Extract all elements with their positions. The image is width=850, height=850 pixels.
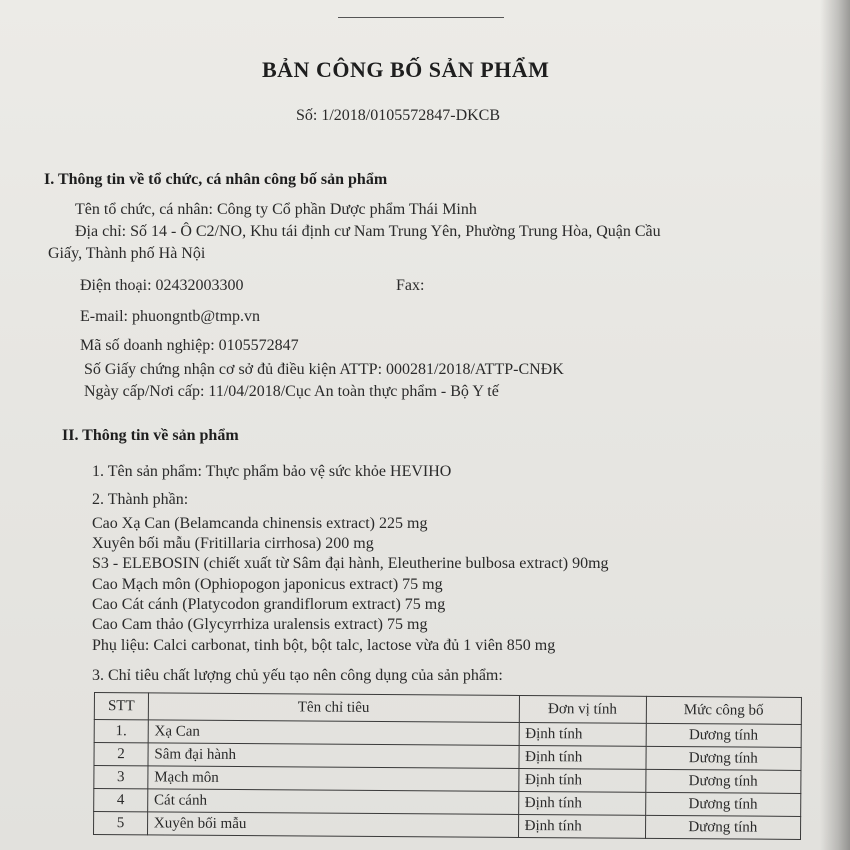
phone: Điện thoại: 02432003300 xyxy=(80,277,244,294)
table-row xyxy=(94,812,801,840)
section2-heading: II. Thông tin về sản phẩm xyxy=(62,427,239,444)
ingredients-label: 2. Thành phần: xyxy=(92,491,189,508)
ingredient-item: Cao Cát cánh (Platycodon grandiflorum extract) 75 mg xyxy=(92,596,446,613)
org-name: Tên tổ chức, cá nhân: Công ty Cổ phần Dược phẩm Thái Minh xyxy=(75,201,477,218)
page-edge-shadow xyxy=(820,0,850,850)
col-header-stt: STT xyxy=(94,693,148,720)
certificate-number: Số Giấy chứng nhận cơ sở đủ điều kiện ATTP: 000281/2018/ATTP-CNĐK xyxy=(84,361,564,378)
cell-name: Cát cánh xyxy=(147,789,518,815)
ingredient-item: S3 - ELEBOSIN (chiết xuất từ Sâm đại hành, Eleutherine bulbosa extract) 90mg xyxy=(92,555,609,572)
ingredient-item: Cao Mạch môn (Ophiopogon japonicus extract) 75 mg xyxy=(92,576,443,593)
cell-unit: Định tính xyxy=(518,768,645,792)
section1-heading: I. Thông tin về tổ chức, cá nhân công bố sản phẩm xyxy=(44,171,388,188)
excipients: Phụ liệu: Calci carbonat, tinh bột, bột talc, lactose vừa đủ 1 viên 850 mg xyxy=(92,637,556,654)
ingredient-item: Cao Xạ Can (Belamcanda chinensis extract) 225 mg xyxy=(92,515,428,532)
cell-unit: Định tính xyxy=(518,814,645,838)
fax: Fax: xyxy=(396,277,425,294)
cell-name: Xạ Can xyxy=(148,720,519,746)
cell-value: Dương tính xyxy=(645,792,801,816)
tax-code: Mã số doanh nghiệp: 0105572847 xyxy=(80,337,299,354)
cell-name: Sâm đại hành xyxy=(148,743,519,769)
cell-value: Dương tính xyxy=(646,746,802,770)
address-line1: Địa chỉ: Số 14 - Ô C2/NO, Khu tái định cư Nam Trung Yên, Phường Trung Hòa, Quận Cầu xyxy=(75,223,661,240)
cell-unit: Định tính xyxy=(519,722,646,746)
cell-stt: 1. xyxy=(94,720,148,743)
cell-stt: 5 xyxy=(94,812,148,835)
cell-stt: 3 xyxy=(94,766,148,789)
quality-table xyxy=(93,692,802,840)
cell-stt: 2 xyxy=(94,743,148,766)
document-title: BẢN CÔNG BỐ SẢN PHẨM xyxy=(262,57,550,82)
issue-info: Ngày cấp/Nơi cấp: 11/04/2018/Cục An toàn thực phẩm - Bộ Y tế xyxy=(84,383,499,400)
col-header-value: Mức công bố xyxy=(646,696,802,724)
quality-label: 3. Chỉ tiêu chất lượng chủ yếu tạo nên công dụng của sản phẩm: xyxy=(92,667,503,684)
ingredient-item: Xuyên bối mẫu (Fritillaria cirrhosa) 200 mg xyxy=(92,535,374,552)
cell-value: Dương tính xyxy=(646,723,802,747)
cell-unit: Định tính xyxy=(519,745,646,769)
col-header-unit: Đơn vị tính xyxy=(519,695,646,723)
cell-stt: 4 xyxy=(94,789,148,812)
cell-value: Dương tính xyxy=(645,769,801,793)
address-line2: Giấy, Thành phố Hà Nội xyxy=(48,245,206,262)
cell-unit: Định tính xyxy=(518,791,645,815)
email: E-mail: phuongntb@tmp.vn xyxy=(80,308,261,325)
ingredient-item: Cao Cam thảo (Glycyrrhiza uralensis extract) 75 mg xyxy=(92,616,428,633)
cell-value: Dương tính xyxy=(645,815,801,839)
col-header-name: Tên chỉ tiêu xyxy=(148,693,519,723)
cell-name: Xuyên bối mẫu xyxy=(147,812,518,838)
product-name: 1. Tên sản phẩm: Thực phẩm bảo vệ sức khỏe HEVIHO xyxy=(92,463,452,480)
top-rule xyxy=(338,17,504,18)
cell-name: Mạch môn xyxy=(148,766,519,792)
document-number: Số: 1/2018/0105572847-DKCB xyxy=(296,107,501,124)
